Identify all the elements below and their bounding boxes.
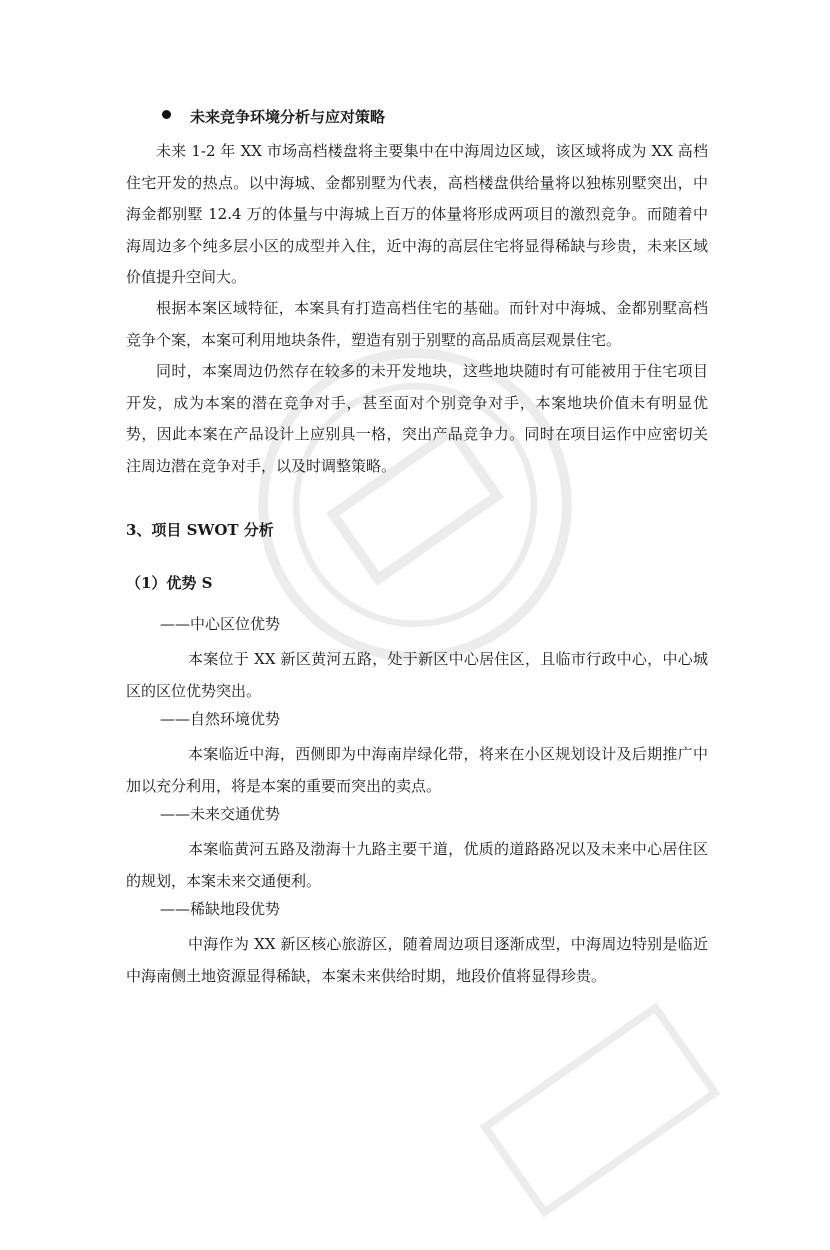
bullet-icon — [162, 110, 171, 119]
section-title: 3、项目 SWOT 分析 — [126, 521, 274, 539]
advantage-title-3: ——未来交通优势 — [160, 805, 281, 823]
paragraph-3: 同时，本案周边仍然存在较多的未开发地块，这些地块随时有可能被用于住宅项目开发，成为本案的潜在竞争对手，甚至面对个别竞争对手，本案地块价值未有明显优势，因此本案在产品设计上应别具一格，突出产品竞争力。同时在项目运作中应密切关注周边潜在竞争对手，以及时调整策略。 — [126, 362, 708, 475]
advantage-title-1: ——中心区位优势 — [160, 615, 281, 633]
paragraph-2: 根据本案区域特征，本案具有打造高档住宅的基础。而针对中海城、金都别墅高档竞争个案，本案可利用地块条件，塑造有别于别墅的高品质高层观景住宅。 — [126, 299, 708, 349]
watermark-stamp-icon-2 — [448, 970, 753, 1250]
section-heading: 未来竞争环境分析与应对策略 — [190, 108, 386, 126]
advantage-title-2: ——自然环境优势 — [160, 710, 281, 728]
subsection-title: （1）优势 S — [126, 574, 213, 592]
advantage-text-4: 中海作为 XX 新区核心旅游区，随着周边项目逐渐成型，中海周边特别是临近中海南侧土地资源显得稀缺，本案未来供给时期，地段价值将显得珍贵。 — [126, 935, 708, 985]
advantage-text-1: 本案位于 XX 新区黄河五路，处于新区中心居住区，且临市行政中心，中心城区的区位优势突出。 — [126, 650, 708, 700]
advantage-text-2: 本案临近中海，西侧即为中海南岸绿化带，将来在小区规划设计及后期推广中加以充分利用，将是本案的重要而突出的卖点。 — [126, 745, 708, 795]
advantage-text-3: 本案临黄河五路及渤海十九路主要干道，优质的道路路况以及未来中心居住区的规划，本案未来交通便利。 — [126, 840, 708, 890]
advantage-title-4: ——稀缺地段优势 — [160, 900, 281, 918]
paragraph-1: 未来 1-2 年 XX 市场高档楼盘将主要集中在中海周边区域，该区域将成为 XX 高档住宅开发的热点。以中海城、金都别墅为代表，高档楼盘供给量将以独栋别墅突出，中海金都别墅 12.4 万的体量与中海城上百万的体量将形成两项目的激烈竞争。而随着中海周边多个纯多层小区的成型并入住，近中海的高层住宅将显得稀缺与珍贵，未来区域价值提升空间大。 — [126, 142, 708, 286]
